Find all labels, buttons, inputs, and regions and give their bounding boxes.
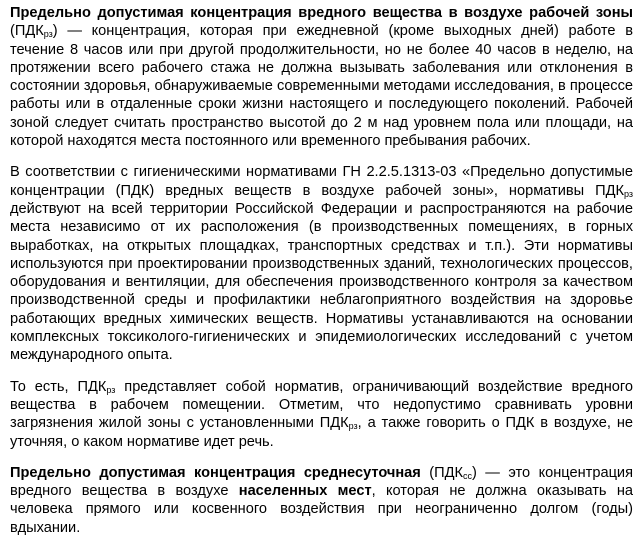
paragraph-hygienic-norms bbox=[10, 163, 633, 364]
paragraph-pdk-working-zone bbox=[10, 4, 633, 150]
norms-text-after: действуют на всей территории Российской Федерации и распространяются на рабочие места независимо от их расположения (в производственных помещениях, в горных выработках, на открытых площадках, транспортных средствах и т.п.). Эти нормативы используются при проектировании производственных зданий, технологических процессов, оборудования и вентиляции, для обеспечения производственного контроля за качеством производственной среды и профилактики неблагоприятного воздействия на здоровье работающих вредных химических веществ. Нормативы устанавливаются на основании комплексных токсиколого-гигиенических и эпидемиологических исследований с учетом международного опыта. bbox=[10, 200, 633, 364]
paragraph-clarification bbox=[10, 378, 633, 451]
abbr-open: (ПДК bbox=[10, 23, 44, 40]
paragraph-pdk-daily-average bbox=[10, 464, 633, 537]
term-pdk-daily-average: Предельно допустимая концентрация среднесуточная bbox=[10, 464, 421, 481]
subscript-rz: рз bbox=[348, 421, 358, 432]
clarification-text-c: , а также говорить о ПДК в воздухе, не уточняя, о каком нормативе идет речь. bbox=[10, 415, 633, 450]
norms-text-before: В соответствии с гигиеническими нормативами ГН 2.2.5.1313-03 «Предельно допустимые концентрации (ПДК) вредных веществ в воздухе рабочей зоны», нормативы ПДК bbox=[10, 164, 633, 199]
definition-text-mid: ) — это концентрация вредного вещества в воздухе bbox=[10, 464, 633, 500]
subscript-rz: рз bbox=[106, 384, 116, 395]
definition-text-rest: , которая не должна оказывать на человека прямого или косвенного воздействия при неограниченно долгом (годы) вдыхании. bbox=[10, 483, 634, 536]
term-populated-areas: населенных мест bbox=[238, 483, 372, 500]
definition-text: ) — концентрация, которая при ежедневной (кроме выходных дней) работе в течение 8 часов или при другой продолжительности, но не более 40 часов в неделю, на протяжении всего рабочего стажа не должна вызывать заболевания или отклонения в состоянии здоровья, обнаруживаемые современными методами исследования, в процессе работы или в отдаленные сроки жизни настоящего и последующего поколений. Рабочей зоной следует считать пространство высотой до 2 м над уровнем пола или площади, на которой находятся места постоянного или временного пребывания рабочих. bbox=[10, 23, 633, 150]
term-pdk-working-zone: Предельно допустимая концентрация вредного вещества в воздухе рабочей зоны bbox=[10, 5, 633, 21]
subscript-rz: рз bbox=[623, 188, 633, 199]
clarification-text-a: То есть, ПДК bbox=[10, 378, 107, 395]
subscript-rz: рз bbox=[43, 29, 53, 40]
subscript-ss: сс bbox=[463, 470, 472, 481]
clarification-text-b: представляет собой норматив, ограничивающий воздействие вредного вещества в рабочем помещении. Отметим, что недопустимо сравнивать уровни загрязнения жилой зоны с установленными ПДК bbox=[10, 378, 633, 432]
abbr-open: (ПДК bbox=[420, 464, 463, 481]
